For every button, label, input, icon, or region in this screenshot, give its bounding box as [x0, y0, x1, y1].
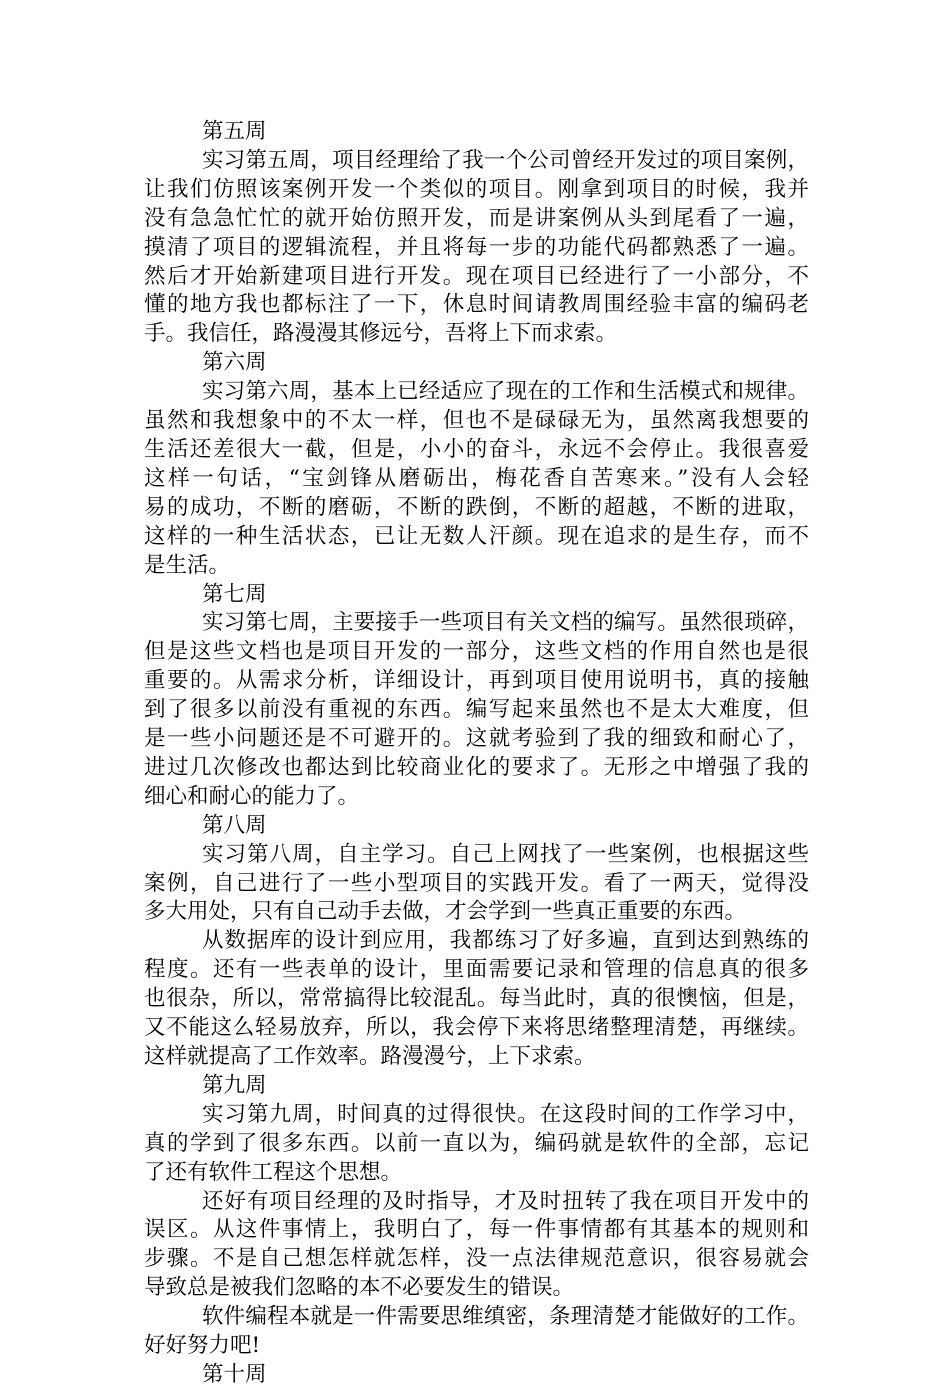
paragraph — [144, 1303, 809, 1361]
paragraph-line: 又不能这么轻易放弃，所以，我会停下来将思绪整理清楚，再继续。 — [144, 1015, 809, 1041]
paragraph-line: 误区。从这件事情上，我明白了，每一件事情都有其基本的规则和 — [144, 1217, 809, 1243]
paragraph-line: 重要的。从需求分析，详细设计，再到项目使用说明书，真的接触 — [144, 668, 809, 694]
paragraph-line: 生活还差很大一截，但是，小小的奋斗，永远不会停止。我很喜爱 — [144, 436, 809, 462]
paragraph-line: 实习第六周，基本上已经适应了现在的工作和生活模式和规律。 — [202, 379, 809, 405]
paragraph-line: 这样一句话，“宝剑锋从磨砺出，梅花香自苦寒来。”没有人会轻 — [144, 465, 809, 491]
paragraph-line: 多大用处，只有自己动手去做，才会学到一些真正重要的东西。 — [144, 899, 747, 925]
paragraph — [144, 147, 809, 349]
paragraph-line: 实习第五周，项目经理给了我一个公司曾经开发过的项目案例， — [202, 147, 809, 173]
paragraph-line: 这样就提高了工作效率。路漫漫兮，上下求索。 — [144, 1044, 596, 1069]
paragraph-line: 摸清了项目的逻辑流程，并且将每一步的功能代码都熟悉了一遍。 — [144, 234, 809, 260]
paragraph-line: 这样的一种生活状态，已让无数人汗颜。现在追求的是生存，而不 — [144, 523, 809, 549]
paragraph — [144, 609, 809, 811]
paragraph-line: 细心和耐心的能力了。 — [144, 783, 360, 809]
section-heading: 第十周 — [202, 1361, 267, 1387]
paragraph-line: 了还有软件工程这个思想。 — [144, 1159, 403, 1185]
paragraph-line: 是一些小问题还是不可避开的。这就考验到了我的细致和耐心了， — [144, 726, 809, 752]
paragraph-line: 步骤。不是自己想怎样就怎样，没一点法律规范意识，很容易就会 — [144, 1246, 809, 1272]
paragraph-line: 案例，自己进行了一些小型项目的实践开发。看了一两天，觉得没 — [144, 870, 809, 896]
paragraph-line: 虽然和我想象中的不太一样，但也不是碌碌无为，虽然离我想要的 — [144, 408, 809, 434]
paragraph-line: 好好努力吧! — [144, 1333, 261, 1359]
paragraph-line: 易的成功，不断的磨砺，不断的跌倒，不断的超越，不断的进取， — [144, 494, 809, 520]
paragraph-line: 没有急急忙忙的就开始仿照开发，而是讲案例从头到尾看了一遍， — [144, 205, 809, 231]
paragraph-line: 让我们仿照该案例开发一个类似的项目。刚拿到项目的时候，我并 — [144, 176, 809, 202]
paragraph-line: 实习第八周，自主学习。自己上网找了一些案例，也根据这些 — [202, 841, 809, 867]
paragraph-line: 软件编程本就是一件需要思维缜密，条理清楚才能做好的工作。 — [202, 1304, 809, 1330]
paragraph-line: 手。我信任，路漫漫其修远兮，吾将上下而求索。 — [144, 321, 618, 347]
paragraph-line: 是生活。 — [144, 552, 231, 578]
paragraph — [144, 1188, 809, 1304]
paragraph-line: 实习第七周，主要接手一些项目有关文档的编写。虽然很琐碎， — [202, 610, 809, 636]
paragraph-line: 从数据库的设计到应用，我都练习了好多遍，直到达到熟练的 — [202, 928, 809, 954]
paragraph-line: 程度。还有一些表单的设计，里面需要记录和管理的信息真的很多 — [144, 957, 809, 983]
paragraph-line: 然后才开始新建项目进行开发。现在项目已经进行了一小部分，不 — [144, 263, 809, 289]
paragraph-line: 真的学到了很多东西。以前一直以为，编码就是软件的全部，忘记 — [144, 1130, 809, 1156]
paragraph-line: 导致总是被我们忽略的本不必要发生的错误。 — [144, 1275, 575, 1301]
paragraph-line: 但是这些文档也是项目开发的一部分，这些文档的作用自然也是很 — [144, 639, 809, 665]
section-heading: 第六周 — [202, 350, 267, 376]
section-heading: 第七周 — [202, 581, 267, 607]
section-heading: 第八周 — [202, 812, 267, 838]
paragraph-line: 进过几次修改也都达到比较商业化的要求了。无形之中增强了我的 — [144, 754, 809, 780]
section-heading: 第五周 — [202, 119, 267, 144]
document-page — [144, 118, 809, 1390]
paragraph — [144, 378, 809, 580]
paragraph — [144, 841, 809, 928]
paragraph-line: 到了很多以前没有重视的东西。编写起来虽然也不是太大难度，但 — [144, 697, 809, 723]
paragraph-line: 还好有项目经理的及时指导，才及时扭转了我在项目开发中的 — [202, 1188, 809, 1214]
paragraph-line: 懂的地方我也都标注了一下，休息时间请教周围经验丰富的编码老 — [144, 292, 809, 318]
section-heading: 第九周 — [202, 1072, 267, 1098]
paragraph-line: 也很杂，所以，常常搞得比较混乱。每当此时，真的很懊恼，但是， — [144, 986, 809, 1012]
paragraph — [144, 1101, 809, 1188]
paragraph-line: 实习第九周，时间真的过得很快。在这段时间的工作学习中， — [202, 1101, 809, 1127]
paragraph — [144, 927, 809, 1072]
